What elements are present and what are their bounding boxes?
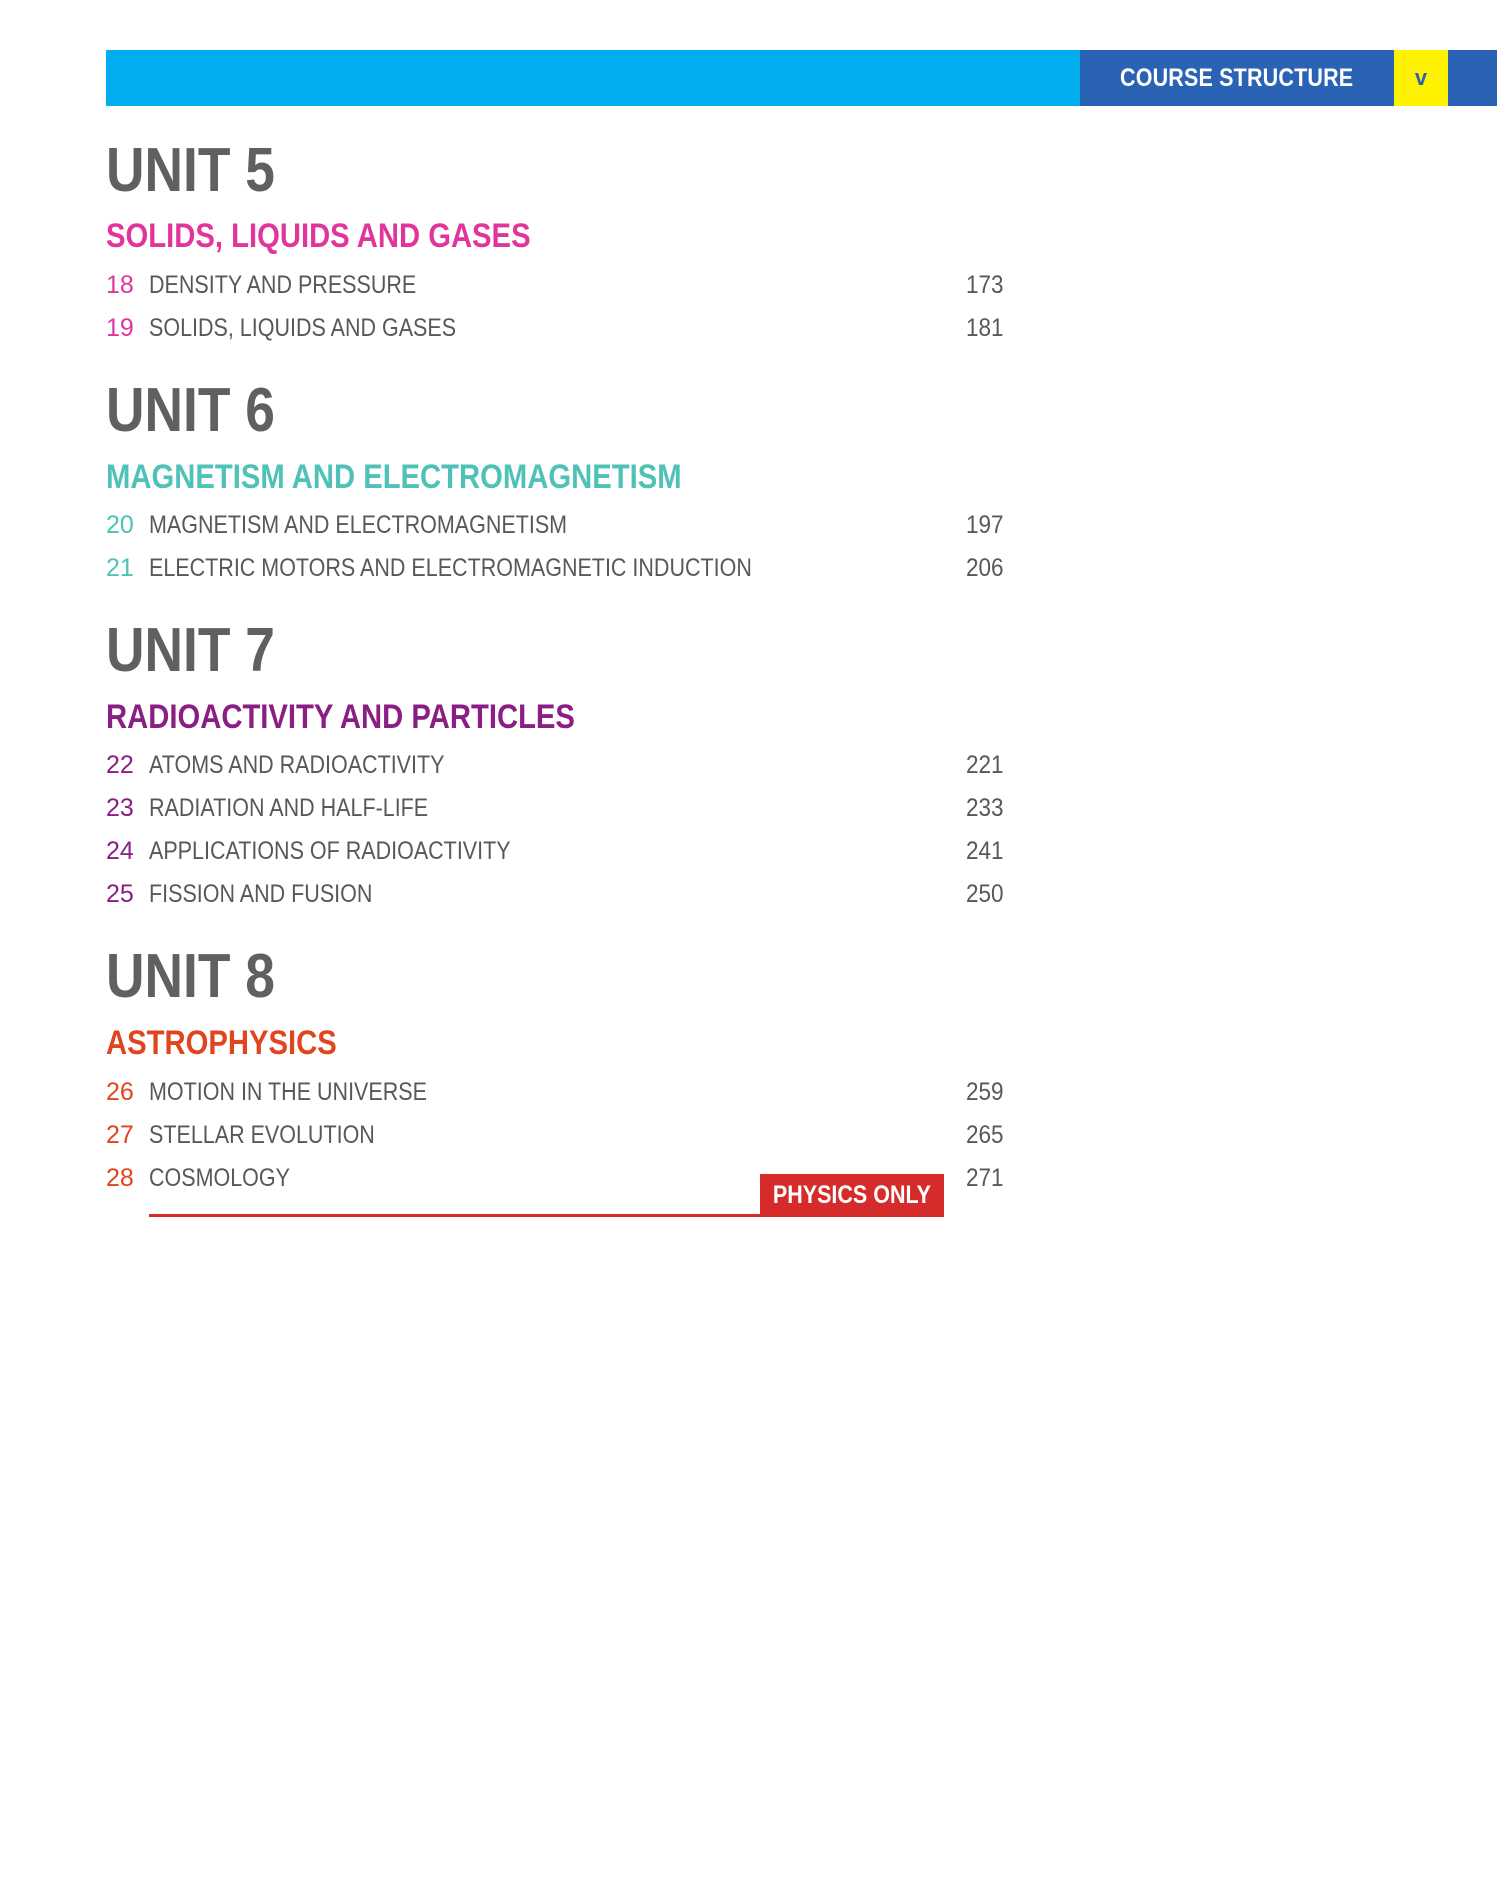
unit-heading: UNIT 5 xyxy=(106,136,275,205)
chapter-title: RADIATION AND HALF-LIFE xyxy=(149,794,429,822)
chapter-row xyxy=(106,509,1006,541)
unit-title: RADIOACTIVITY AND PARTICLES xyxy=(106,698,575,736)
chapter-title: MOTION IN THE UNIVERSE xyxy=(149,1078,427,1106)
chapter-page-number: 206 xyxy=(966,554,1004,582)
chapter-row xyxy=(106,835,1006,867)
chapter-page-number: 181 xyxy=(966,314,1004,342)
chapter-row xyxy=(106,1119,1006,1151)
header-section-label: COURSE STRUCTURE xyxy=(1120,63,1354,92)
chapter-number: 27 xyxy=(106,1121,134,1149)
chapter-number: 21 xyxy=(106,554,134,582)
chapter-number: 24 xyxy=(106,837,134,865)
chapter-title: DENSITY AND PRESSURE xyxy=(149,271,417,299)
chapter-title: ATOMS AND RADIOACTIVITY xyxy=(149,751,445,779)
chapter-title: FISSION AND FUSION xyxy=(149,880,373,908)
header-bar-end xyxy=(1448,50,1497,106)
chapter-page-number: 173 xyxy=(966,271,1004,299)
chapter-page-number: 259 xyxy=(966,1078,1004,1106)
chapter-row xyxy=(106,269,1006,301)
chapter-row xyxy=(106,552,1006,584)
chapter-page-number: 271 xyxy=(966,1164,1004,1192)
chapter-number: 23 xyxy=(106,794,134,822)
chapter-title: COSMOLOGY xyxy=(149,1164,290,1192)
chapter-row xyxy=(106,1076,1006,1108)
chapter-page-number: 233 xyxy=(966,794,1004,822)
unit-heading: UNIT 6 xyxy=(106,376,275,445)
chapter-title: SOLIDS, LIQUIDS AND GASES xyxy=(149,314,457,342)
unit-title: MAGNETISM AND ELECTROMAGNETISM xyxy=(106,458,682,496)
chapter-title: MAGNETISM AND ELECTROMAGNETISM xyxy=(149,511,568,539)
header-section-tab xyxy=(1080,50,1394,106)
chapter-number: 18 xyxy=(106,271,134,299)
chapter-number: 28 xyxy=(106,1164,134,1192)
chapter-number: 19 xyxy=(106,314,134,342)
physics-only-label: PHYSICS ONLY xyxy=(772,1181,932,1209)
physics-only-badge xyxy=(760,1174,944,1217)
chapter-number: 25 xyxy=(106,880,134,908)
unit-heading: UNIT 8 xyxy=(106,942,275,1011)
unit-title: SOLIDS, LIQUIDS AND GASES xyxy=(106,217,531,255)
chapter-page-number: 197 xyxy=(966,511,1004,539)
header-page-number: v xyxy=(1414,65,1428,90)
chapter-title: APPLICATIONS OF RADIOACTIVITY xyxy=(149,837,511,865)
chapter-page-number: 265 xyxy=(966,1121,1004,1149)
chapter-number: 22 xyxy=(106,751,134,779)
chapter-number: 26 xyxy=(106,1078,134,1106)
chapter-title: STELLAR EVOLUTION xyxy=(149,1121,375,1149)
chapter-number: 20 xyxy=(106,511,134,539)
chapter-page-number: 241 xyxy=(966,837,1004,865)
unit-heading: UNIT 7 xyxy=(106,616,275,685)
chapter-row xyxy=(106,749,1006,781)
unit-title: ASTROPHYSICS xyxy=(106,1024,337,1062)
header-page-number-box xyxy=(1394,50,1448,106)
chapter-title: ELECTRIC MOTORS AND ELECTROMAGNETIC INDUCTION xyxy=(149,554,752,582)
chapter-row xyxy=(106,792,1006,824)
chapter-row xyxy=(106,312,1006,344)
chapter-row xyxy=(106,878,1006,910)
chapter-page-number: 221 xyxy=(966,751,1004,779)
chapter-page-number: 250 xyxy=(966,880,1004,908)
